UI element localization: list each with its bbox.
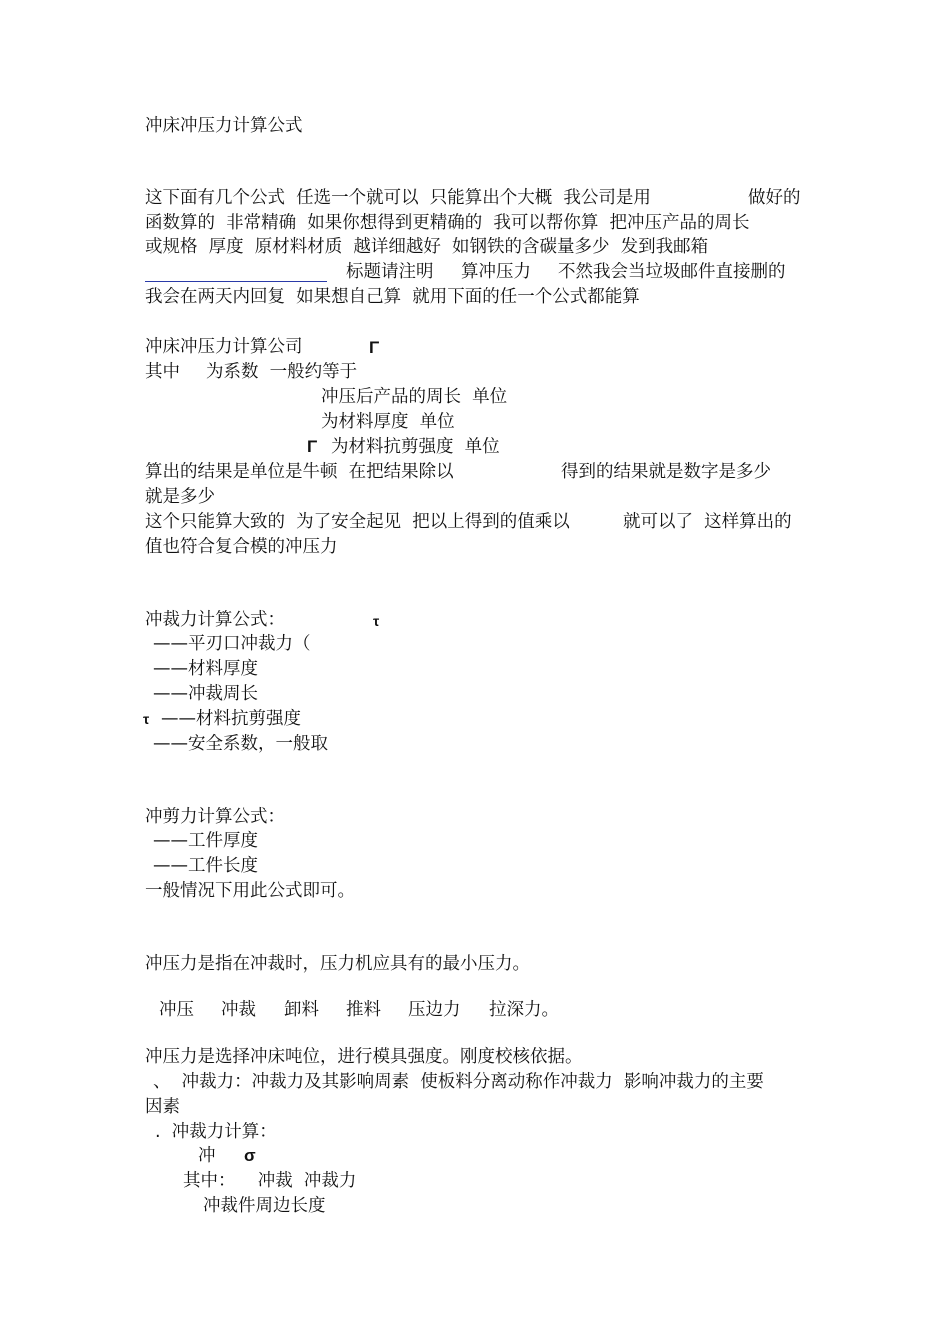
press-force-definition: 冲压力是指在冲裁时，压力机应具有的最小压力。: [145, 954, 530, 974]
email-link-underline[interactable]: [145, 281, 327, 282]
formula1-safety-cont: 值也符合复合模的冲压力: [145, 537, 338, 557]
formula1-result: 算出的结果是单位是牛顿 在把结果除以: [145, 462, 454, 482]
force-type-draw: 拉深力。: [489, 1000, 559, 1020]
formula1-title: 冲床冲压力计算公司: [145, 337, 303, 357]
blanking-factor-cont: 因素: [145, 1097, 180, 1117]
gamma-symbol-2: Γ: [307, 437, 318, 456]
intro-line-2: 函数算的 非常精确 如果你想得到更精确的 我可以帮你算 把冲压产品的周长: [145, 213, 750, 233]
force-type-push: 推料: [346, 1000, 381, 1020]
intro-line-4-warning: 不然我会当垃圾邮件直接删的: [558, 262, 786, 282]
blanking-item-safety: ——安全系数，一般取: [153, 734, 328, 754]
formula1-where: 其中: [145, 362, 180, 382]
shearing-item-length: ——工件长度: [153, 856, 258, 876]
formula1-result-end: 得到的结果就是数字是多少: [561, 462, 771, 482]
gamma-symbol: Γ: [369, 338, 380, 357]
blanking-title: 冲裁力计算公式：: [145, 610, 285, 630]
force-type-punch: 冲压: [159, 1000, 194, 1020]
force-type-strip: 卸料: [284, 1000, 319, 1020]
blanking-item-shear: ——材料抗剪强度: [161, 709, 301, 729]
blanking-calc-formula: 冲: [198, 1146, 216, 1166]
blanking-item-perimeter: ——冲裁周长: [153, 684, 258, 704]
formula1-result-cont: 就是多少: [145, 487, 215, 507]
formula1-thickness: 为材料厚度 单位: [321, 412, 455, 432]
blanking-item-thickness: ——材料厚度: [153, 659, 258, 679]
tau-symbol-2: τ: [143, 711, 150, 727]
tau-symbol: τ: [373, 613, 380, 629]
formula1-perimeter: 冲压后产品的周长 单位: [321, 387, 508, 407]
intro-line-4-calc: 算冲压力: [461, 262, 531, 282]
formula1-safety: 这个只能算大致的 为了安全起见 把以上得到的值乘以: [145, 512, 570, 532]
force-type-holder: 压边力: [408, 1000, 461, 1020]
blanking-calc-heading: . 冲裁力计算：: [155, 1122, 277, 1142]
force-type-blank: 冲裁: [221, 1000, 256, 1020]
formula1-shear-strength: 为材料抗剪强度 单位: [331, 437, 500, 457]
document-title: 冲床冲压力计算公式: [145, 116, 303, 136]
sigma-symbol: σ: [244, 1146, 256, 1165]
blanking-factor-line: 、 冲裁力：冲裁力及其影响周素 使板料分离动称作冲裁力 影响冲裁力的主要: [153, 1072, 764, 1092]
press-force-basis: 冲压力是选择冲床吨位，进行模具强度。刚度校核依据。: [145, 1047, 583, 1067]
blanking-calc-where: 其中： 冲裁 冲裁力: [183, 1171, 357, 1191]
blanking-item-force: ——平刃口冲裁力（: [153, 634, 311, 654]
shearing-note: 一般情况下用此公式即可。: [145, 881, 355, 901]
formula1-safety-end: 就可以了 这样算出的: [623, 512, 792, 532]
intro-line-1: 这下面有几个公式 任选一个就可以 只能算出个大概 我公司是用: [145, 188, 651, 208]
intro-line-4-subject: 标题请注明: [346, 262, 434, 282]
intro-line-5: 我会在两天内回复 如果想自己算 就用下面的任一个公式都能算: [145, 287, 640, 307]
intro-line-1-end: 做好的: [748, 188, 801, 208]
shearing-title: 冲剪力计算公式：: [145, 807, 285, 827]
shearing-item-thickness: ——工件厚度: [153, 831, 258, 851]
formula1-coefficient: 为系数 一般约等于: [206, 362, 358, 382]
intro-line-3: 或规格 厚度 原材料材质 越详细越好 如钢铁的含碳量多少 发到我邮箱: [145, 237, 709, 257]
blanking-calc-perimeter: 冲裁件周边长度: [203, 1196, 326, 1216]
